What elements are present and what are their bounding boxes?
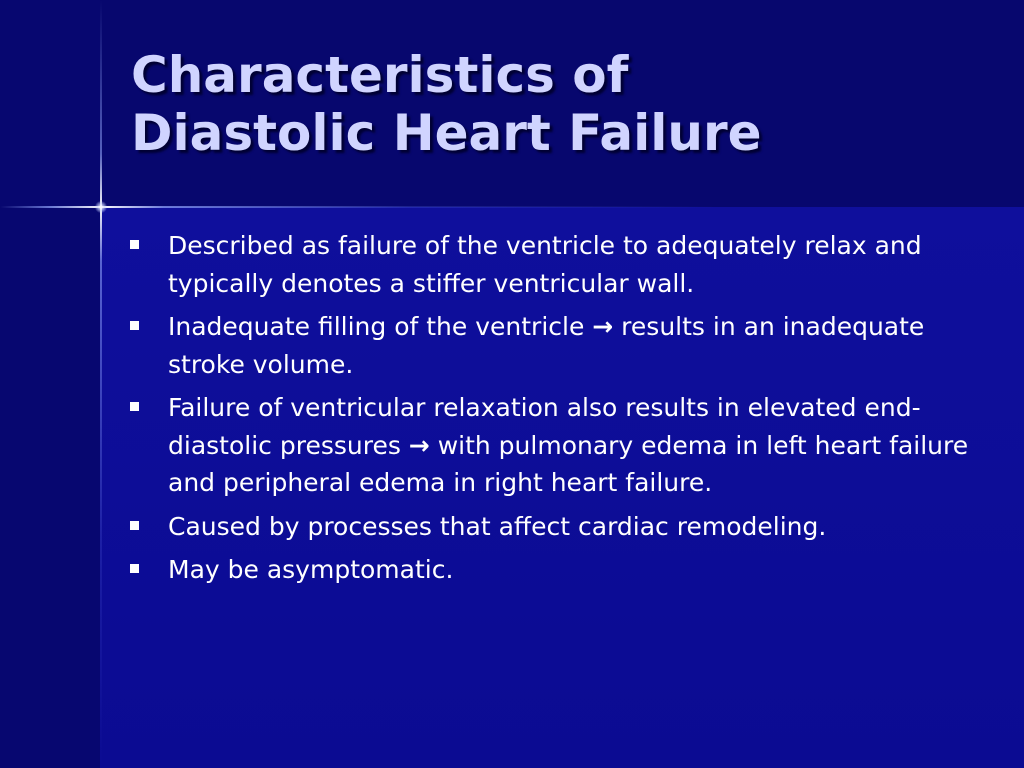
bullet-text: Described as failure of the ventricle to adequately relax and typically denotes a stiffer ventricular wall. [168,231,922,298]
bullet-item [130,389,970,502]
left-band [0,0,100,768]
bullet-text: with pulmonary edema in left heart failure and peripheral edema in right heart failure. [168,430,969,497]
right-arrow-icon: → [592,312,614,341]
slide-title-line-2: Diastolic Heart Failure [131,104,762,162]
bullet-item [130,227,970,302]
sparkle-icon [95,201,107,213]
bullet-item [130,508,970,546]
slide-title-line-1: Characteristics of [131,46,629,104]
right-arrow-icon: → [408,430,430,460]
bullet-item [130,551,970,589]
bullet-text: May be asymptomatic. [168,555,454,584]
bullet-list [130,227,970,595]
bullet-text: Failure of ventricular relaxation also results in elevated end-diastolic pressures [168,393,921,460]
bullet-text: results in an inadequate stroke volume. [168,312,925,379]
horizontal-light-line [0,206,1024,208]
square-bullet-icon [130,521,139,530]
square-bullet-icon [130,564,139,573]
square-bullet-icon [130,240,139,249]
slide-title [131,46,762,162]
bullet-item [130,308,970,383]
vertical-light-line [100,0,102,768]
square-bullet-icon [130,402,139,411]
bullet-text: Caused by processes that affect cardiac remodeling. [168,511,827,541]
square-bullet-icon [130,321,139,330]
bullet-text: Inadequate filling of the ventricle [168,312,593,341]
